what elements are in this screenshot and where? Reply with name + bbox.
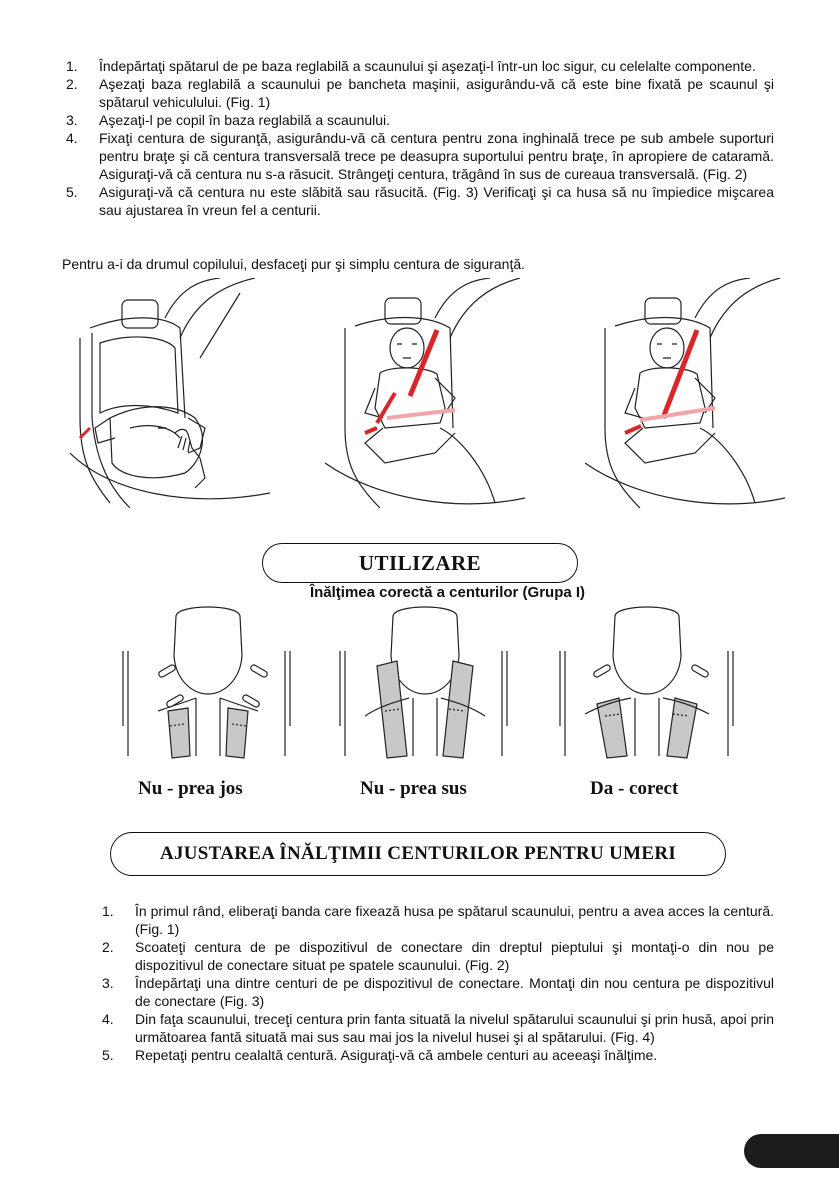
step-text: Scoateţi centura de pe dispozitivul de conectare din dreptul pieptului şi montaţi-o din nou pe dispozitivul de conectare situat pe spatele scaunului. (Fig. 2) — [135, 939, 774, 973]
step-number: 5. — [66, 184, 78, 200]
harness-too-low — [118, 606, 298, 774]
install-step — [62, 57, 774, 75]
step-text: Aşezaţi baza reglabilă a scaunului pe bancheta maşinii, asigurându-vă că este bine fixată pe scaunul şi spătarul vehiculului. (Fig. 1) — [99, 76, 774, 110]
install-step — [62, 129, 774, 183]
harness-correct — [555, 606, 740, 774]
step-number: 1. — [66, 58, 78, 74]
step-text: Îndepărtaţi spătarul de pe baza reglabilă a scaunului şi aşezaţi-l într-un loc sigur, cu celelalte componente. — [99, 58, 756, 74]
step-text: Asiguraţi-vă că centura nu este slăbită sau răsucită. (Fig. 3) Verificaţi şi ca husa să nu împiedice mişcarea sau ajustarea în vreun fel a centurii. — [99, 184, 774, 218]
step-number: 2. — [102, 939, 114, 955]
step-number: 3. — [102, 975, 114, 991]
adjust-step — [98, 1010, 774, 1046]
install-step — [62, 75, 774, 111]
figure-belt-secured — [585, 278, 785, 513]
step-number: 4. — [102, 1011, 114, 1027]
adjust-step — [98, 938, 774, 974]
step-number: 5. — [102, 1047, 114, 1063]
harness-too-high — [335, 606, 515, 774]
caption-too-low: Nu - prea jos — [138, 778, 243, 799]
closing-text: Pentru a-i da drumul copilului, desfaceţi pur şi simplu centura de siguranţă. — [62, 256, 526, 272]
caption-too-high: Nu - prea sus — [360, 778, 467, 799]
figure-belt-routing — [325, 278, 525, 513]
install-step — [62, 183, 774, 219]
install-step — [62, 111, 774, 129]
adjust-steps — [98, 902, 774, 1064]
step-number: 3. — [66, 112, 78, 128]
step-text: Fixaţi centura de siguranţă, asigurându-vă că centura pentru zona inghinală trece pe sub ambele suporturi pentru braţe şi că centura transversală trece pe deasupra suportului pentru braţe, în apropiere de cataramă. Asiguraţi-vă că centura nu s-a răsucit. Strângeţi centura, trăgând în sus de cureaua transversală. (Fig. 2) — [99, 130, 774, 182]
step-number: 4. — [66, 130, 78, 146]
step-number: 2. — [66, 76, 78, 92]
step-text: Din faţa scaunului, treceţi centura prin fanta situată la nivelul spătarului scaunului şi prin husă, apoi prin următoarea fantă situată mai sus sau mai jos la nivelul husei şi al spătarului. (Fig. 4) — [135, 1011, 774, 1045]
section-title-adjust: AJUSTAREA ÎNĂLŢIMII CENTURILOR PENTRU UMERI — [110, 832, 726, 876]
step-text: În primul rând, eliberaţi banda care fixează husa pe spătarul scaunului, pentru a avea acces la centură. (Fig. 1) — [135, 903, 774, 937]
adjust-step — [98, 1046, 774, 1064]
figure-booster-base — [70, 278, 270, 513]
caption-correct: Da - corect — [590, 778, 679, 799]
page-tab — [744, 1134, 839, 1168]
adjust-step — [98, 974, 774, 1010]
section-title-utilizare: UTILIZARE — [262, 543, 578, 583]
adjust-step — [98, 902, 774, 938]
step-text: Îndepărtaţi una dintre centuri de pe dispozitivul de conectare. Montaţi din nou centura pe dispozitivul de conectare (Fig. 3) — [135, 975, 774, 1009]
section-subtitle: Înălţimea corectă a centurilor (Grupa I) — [309, 584, 586, 601]
install-steps — [62, 57, 774, 219]
step-text: Repetaţi pentru cealaltă centură. Asiguraţi-vă că ambele centuri au aceeaşi înălţime. — [135, 1047, 658, 1063]
step-text: Aşezaţi-l pe copil în baza reglabilă a scaunului. — [99, 112, 391, 128]
step-number: 1. — [102, 903, 114, 919]
